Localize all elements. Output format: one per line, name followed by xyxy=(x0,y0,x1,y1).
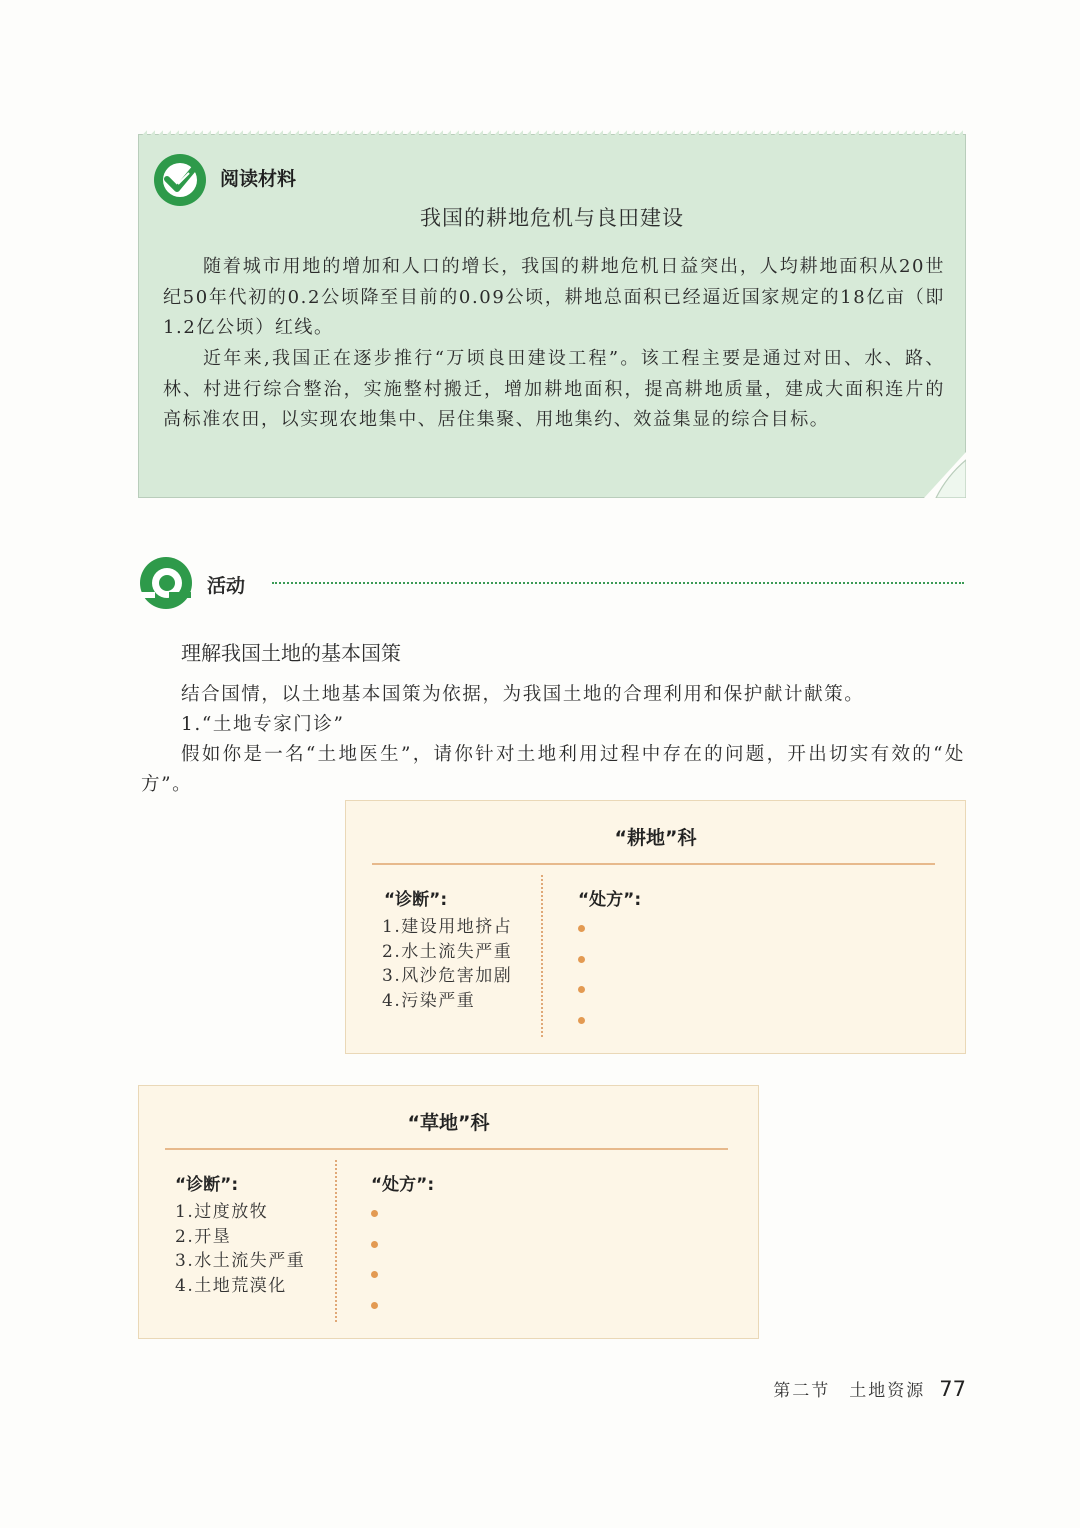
prescription-bullet xyxy=(371,1294,378,1325)
prescription-bullet xyxy=(371,1263,378,1294)
diagnosis-item: 2.水土流失严重 xyxy=(382,941,513,962)
jagged-edge xyxy=(139,129,965,139)
reading-paragraph: 随着城市用地的增加和人口的增长，我国的耕地危机日益突出，人均耕地面积从20世纪50年代初的0.2公顷降至目前的0.09公顷，耕地总面积已经逼近国家规定的18亿亩（即1.2亿公顷）红线。 xyxy=(163,256,945,338)
card-rule xyxy=(372,863,935,865)
reading-material-label: 阅读材料 xyxy=(220,168,297,190)
prescription-bullet xyxy=(371,1202,378,1233)
diagnosis-item: 4.污染严重 xyxy=(382,990,476,1011)
diagnosis-list xyxy=(175,1200,305,1298)
prescription-list xyxy=(371,1202,378,1324)
card-divider xyxy=(541,875,543,1037)
diagnosis-label: “诊断”: xyxy=(175,1175,239,1195)
diagnosis-item: 1.建设用地挤占 xyxy=(382,917,513,937)
page-number: 77 xyxy=(939,1377,966,1401)
farmland-department-card xyxy=(345,800,966,1054)
diagnosis-item: 3.风沙危害加剧 xyxy=(382,966,513,986)
prescription-bullet xyxy=(578,1009,585,1040)
diagnosis-list xyxy=(382,915,512,1013)
page-curl-icon xyxy=(924,452,966,498)
diagnosis-item: 1.过度放牧 xyxy=(175,1202,269,1222)
reading-paragraph: 近年来,我国正在逐步推行“万顷良田建设工程”。该工程主要是通过对田、水、路、林、村进行综合整治，实施整村搬迁，增加耕地面积，提高耕地质量，建成大面积连片的高标准农田，以实现农地集中、居住集聚、用地集约、效益集显的综合目标。 xyxy=(163,348,945,430)
page-footer xyxy=(773,1376,966,1401)
reading-heading: 我国的耕地危机与良田建设 xyxy=(420,206,684,230)
activity-dotted-rule xyxy=(272,582,964,584)
card-rule xyxy=(165,1148,728,1150)
prescription-label: “处方”: xyxy=(371,1175,435,1195)
diagnosis-label: “诊断”: xyxy=(384,890,448,910)
diagnosis-item: 3.水土流失严重 xyxy=(175,1251,306,1271)
task-instruction: 结合国情，以土地基本国策为依据，为我国土地的合理利用和保护献计献策。 xyxy=(181,684,865,705)
prescription-bullet xyxy=(578,948,585,979)
task-subheading: 1.“土地专家门诊” xyxy=(181,714,345,735)
footer-section: 第二节 土地资源 xyxy=(773,1381,926,1401)
grassland-department-card xyxy=(138,1085,759,1339)
task-description: 假如你是一名“土地医生”，请你针对土地利用过程中存在的问题，开出切实有效的“处方”。 xyxy=(141,744,965,795)
activity-label: 活动 xyxy=(207,575,246,597)
card-title: “耕地”科 xyxy=(614,827,697,849)
prescription-label: “处方”: xyxy=(578,890,642,910)
reading-check-icon xyxy=(153,153,207,207)
activity-icon xyxy=(139,556,193,610)
diagnosis-item: 4.土地荒漠化 xyxy=(175,1275,287,1296)
prescription-bullet xyxy=(578,978,585,1009)
diagnosis-item: 2.开垦 xyxy=(175,1226,232,1247)
prescription-bullet xyxy=(578,917,585,948)
card-title: “草地”科 xyxy=(407,1112,490,1134)
card-divider xyxy=(335,1160,337,1322)
prescription-list xyxy=(578,917,585,1039)
prescription-bullet xyxy=(371,1233,378,1264)
task-title: 理解我国土地的基本国策 xyxy=(181,641,401,665)
